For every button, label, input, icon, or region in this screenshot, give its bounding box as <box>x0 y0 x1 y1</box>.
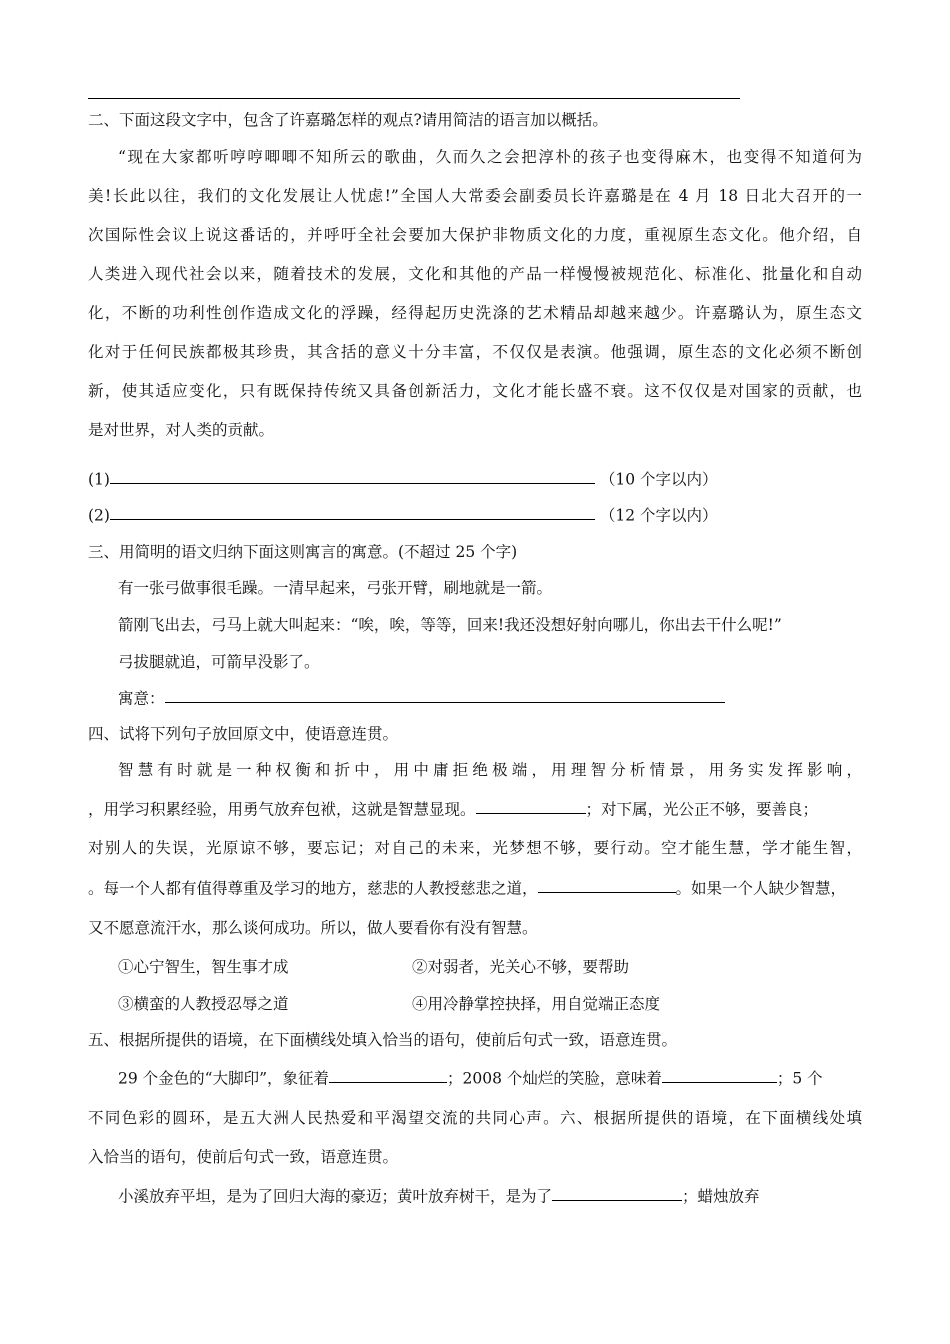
q2-passage-line: 人类进入现代社会以来，随着技术的发展，文化和其他的产品一样慢慢被规范化、标准化、批量化和自动 <box>88 265 862 283</box>
q2-passage-line: 新，使其适应变化，只有既保持传统又具备创新活力，文化才能长盛不衰。这不仅仅是对国家的贡献，也 <box>88 382 862 400</box>
q2-answer-1 <box>88 467 718 489</box>
answer-number: (2) <box>88 506 110 525</box>
answer-blank[interactable] <box>552 1184 682 1201</box>
q5-title: 五、根据所提供的语境，在下面横线处填入恰当的语句，使前后句式一致，语意连贯。 <box>88 1031 678 1049</box>
q2-passage-line: “现在大家都听哼哼唧唧不知所云的歌曲，久而久之会把淳朴的孩子也变得麻木，也变得不知道何为 <box>118 148 862 166</box>
q4-passage-line: 智慧有时就是一种权衡和折中，用中庸拒绝极端，用理智分析情景，用务实发挥影响， <box>118 761 862 779</box>
answer-blank[interactable] <box>329 1066 447 1083</box>
q5-text: ；2008 个灿烂的笑脸，意味着 <box>447 1069 662 1088</box>
q6-text: 小溪放弃平坦，是为了回归大海的豪迈；黄叶放弃树干，是为了 <box>118 1187 553 1206</box>
q4-passage-line: 又不愿意流汗水，那么谈何成功。所以，做人要看你有没有智慧。 <box>88 919 538 937</box>
answer-limit: （12 个字以内） <box>599 506 718 525</box>
q3-fable-line: 有一张弓做事很毛躁。一清早起来，弓张开臂，刷地就是一箭。 <box>118 579 553 597</box>
q3-fable-line: 箭刚飞出去，弓马上就大叫起来：“唉，唉，等等，回来!我还没想好射向哪儿，你出去干什么呢!” <box>118 616 782 634</box>
q3-title: 三、用简明的语文归纳下面这则寓言的寓意。(不超过 25 个字) <box>88 543 518 561</box>
q2-passage-line: 化，不断的功利性创作造成文化的浮躁，经得起历史洗涤的艺术精品却越来越少。许嘉璐认为，原生态文 <box>88 304 862 322</box>
q5-text: 29 个金色的“大脚印”，象征着 <box>118 1069 329 1088</box>
answer-blank[interactable] <box>110 467 595 484</box>
q4-text: 。如果一个人缺少智慧， <box>675 879 847 898</box>
q2-passage-line: 美!长此以往，我们的文化发展让人忧虑!”全国人大常委会副委员长许嘉璐是在 4 月 18 日北大召开的一 <box>88 187 862 205</box>
q5-passage-line <box>118 1066 823 1088</box>
q5-passage-line: 入恰当的语句，使前后句式一致，语意连贯。 <box>88 1148 399 1166</box>
q4-passage-line <box>88 797 818 819</box>
q2-passage-line: 是对世界，对人类的贡献。 <box>88 421 275 439</box>
q4-passage-line <box>88 876 846 898</box>
q2-passage-line: 化对于任何民族都极其珍贵，其含括的意义十分丰富，不仅仅是表演。他强调，原生态的文化必须不断创 <box>88 343 862 361</box>
q4-text: ；对下属，光公正不够，要善良； <box>585 800 819 819</box>
answer-blank[interactable] <box>110 503 595 520</box>
q2-answer-2 <box>88 503 718 525</box>
q6-passage-line <box>118 1184 760 1206</box>
q4-option: ④用冷静掌控抉择，用自觉端正态度 <box>412 995 661 1013</box>
answer-blank[interactable] <box>165 686 725 703</box>
q3-fable-line: 弓拔腿就追，可箭早没影了。 <box>118 653 320 671</box>
q3-answer <box>118 686 725 708</box>
q5-text: ；5 个 <box>776 1069 823 1088</box>
q4-passage-line: 对别人的失误，光原谅不够，要忘记；对自己的未来，光梦想不够，要行动。空才能生慧，学才能生智， <box>88 839 862 857</box>
answer-blank[interactable] <box>538 876 676 893</box>
q5-passage-line: 不同色彩的圆环，是五大洲人民热爱和平渴望交流的共同心声。六、根据所提供的语境，在下面横线处填 <box>88 1109 862 1127</box>
q2-passage-line: 次国际性会议上说这番话的，并呼吁全社会要加大保护非物质文化的力度，重视原生态文化。他介绍，自 <box>88 226 862 244</box>
q4-option: ②对弱者，光关心不够，要帮助 <box>412 958 630 976</box>
answer-label: 寓意： <box>118 689 165 708</box>
answer-limit: （10 个字以内） <box>599 470 718 489</box>
q4-option: ①心宁智生，智生事才成 <box>118 958 289 976</box>
q2-title: 二、下面这段文字中，包含了许嘉璐怎样的观点?请用简洁的语言加以概括。 <box>88 111 608 129</box>
answer-blank[interactable] <box>476 797 586 814</box>
answer-number: (1) <box>88 470 110 489</box>
answer-blank[interactable] <box>662 1066 777 1083</box>
q4-option: ③横蛮的人教授忍辱之道 <box>118 995 289 1013</box>
q4-text: 。每一个人都有值得尊重及学习的地方，慈悲的人教授慈悲之道， <box>88 879 538 898</box>
q6-text: ；蜡烛放弃 <box>682 1187 760 1206</box>
q4-title: 四、试将下列句子放回原文中，使语意连贯。 <box>88 725 399 743</box>
top-rule <box>88 98 740 99</box>
q4-text: ，用学习积累经验，用勇气放弃包袱，这就是智慧显现。 <box>88 800 476 819</box>
